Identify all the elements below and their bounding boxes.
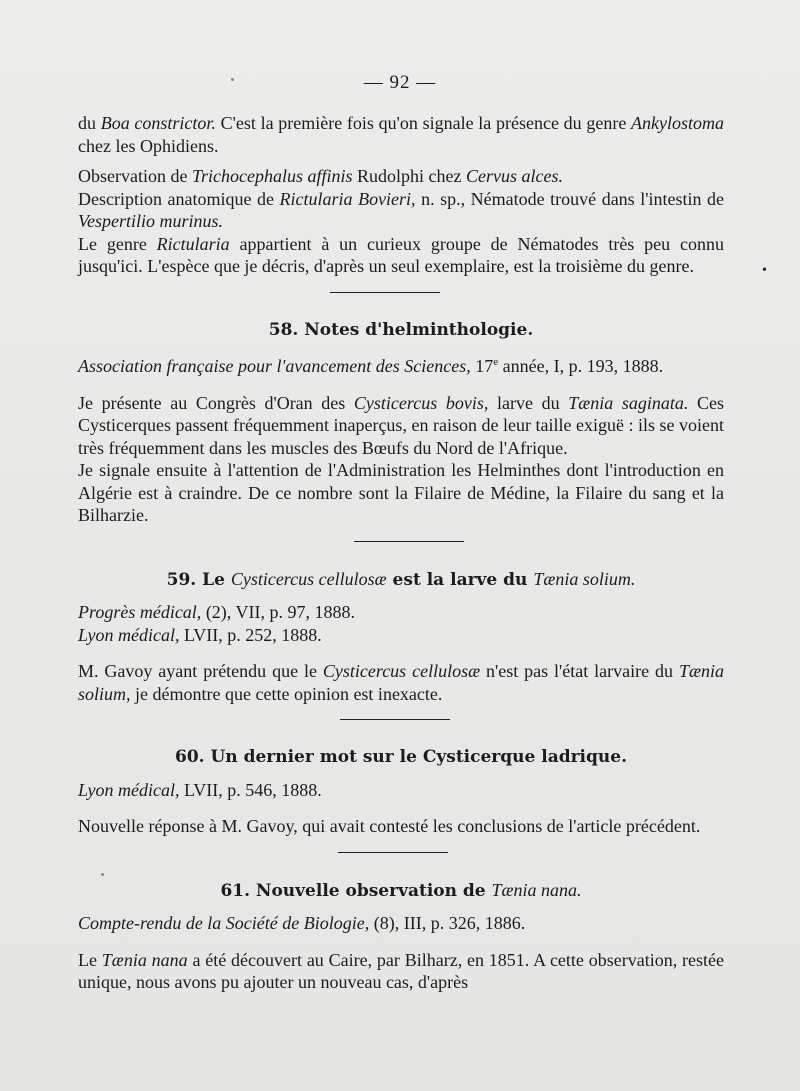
scan-speck <box>231 78 234 81</box>
section-58-paragraph-1: Je présente au Congrès d'Oran des Cysticercus bovis, larve du Tænia saginata. Ces Cysticerques passent fréquemment inaperçus, en raison de leur taille exiguë : ils se voient très fréquemment dans les muscles des Bœufs du Nord de l'Afrique. <box>78 392 724 458</box>
section-divider <box>330 292 440 293</box>
page-body <box>78 112 724 994</box>
intro-paragraph-2: Observation de Trichocephalus affinis Rudolphi chez Cervus alces. <box>78 166 563 186</box>
section-60-heading: 60. Un dernier mot sur le Cysticerque ladrique. <box>174 747 627 767</box>
intro-paragraph-3: Description anatomique de Rictularia Bovieri, n. sp., Nématode trouvé dans l'intestin de Vespertilio murinus. <box>78 188 724 231</box>
page-number: — 92 — <box>363 72 437 93</box>
section-61-paragraph-1: Le Tænia nana a été découvert au Caire, par Bilharz, en 1851. A cette observation, restée unique, nous avons pu ajouter un nouveau cas, d'après <box>78 949 724 992</box>
section-61-heading: 61. Nouvelle observation de Tænia nana. <box>220 879 582 901</box>
section-59-reference-2: Lyon médical, LVII, p. 252, 1888. <box>78 624 322 645</box>
margin-mark: • <box>762 263 767 278</box>
intro-paragraph-1: du Boa constrictor. C'est la première fois qu'on signale la présence du genre Ankylostoma chez les Ophidiens. <box>78 113 725 156</box>
intro-paragraph-4: Le genre Rictularia appartient à un curieux groupe de Nématodes très peu connu jusqu'ici. L'espèce que je décris, d'après un seul exemplaire, est la troisième du genre. <box>78 233 724 276</box>
section-divider <box>338 852 448 853</box>
section-60-paragraph-1: Nouvelle réponse à M. Gavoy, qui avait contesté les conclusions de l'article précédent. <box>78 816 701 836</box>
section-58-paragraph-2: Je signale ensuite à l'attention de l'Administration les Helminthes dont l'introduction en Algérie est à craindre. De ce nombre sont la Filaire de Médine, la Filaire du sang et la Bilharzie. <box>78 460 724 525</box>
scan-speck <box>101 873 104 876</box>
section-59-paragraph-1: M. Gavoy ayant prétendu que le Cysticercus cellulosæ n'est pas l'état larvaire du Tænia solium, je démontre que cette opinion est inexacte. <box>78 661 724 704</box>
section-divider <box>354 541 464 542</box>
section-58-heading: 58. Notes d'helminthologie. <box>268 319 534 340</box>
section-divider <box>340 719 450 720</box>
section-59-heading: 59. Le Cysticercus cellulosæ est la larve du Tænia solium. <box>166 568 636 590</box>
section-60-reference: Lyon médical, LVII, p. 546, 1888. <box>78 779 322 800</box>
section-58-reference: Association française pour l'avancement des Sciences, 17e année, I, p. 193, 1888. <box>78 356 664 376</box>
section-61-reference: Compte-rendu de la Société de Biologie, (8), III, p. 326, 1886. <box>78 913 526 933</box>
section-59-reference-1: Progrès médical, (2), VII, p. 97, 1888. <box>78 602 355 622</box>
